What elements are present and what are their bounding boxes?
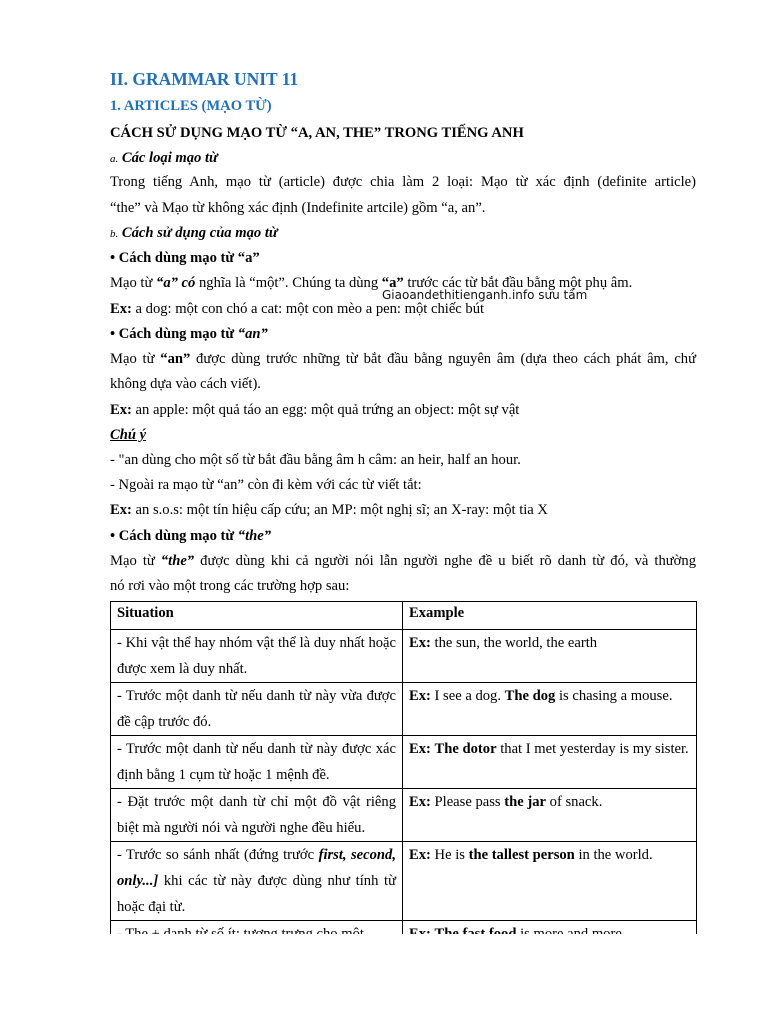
example-label: Ex: — [409, 688, 431, 704]
text-run: trước các từ bắt đầu bằng một phụ âm. — [403, 275, 633, 291]
note-example-line — [110, 500, 696, 520]
table-row — [111, 683, 697, 736]
usage-table — [110, 601, 697, 948]
text-run: Mạo từ — [110, 553, 161, 569]
situation-cell: - Khi vật thể hay nhóm vật thể là duy nhất hoặc được xem là duy nhất. — [111, 630, 403, 683]
text-run: khi các từ này được dùng như tính từ hoặc đại từ. — [117, 873, 396, 915]
example-cell — [403, 736, 697, 789]
table-header-row — [111, 602, 697, 630]
bold-italic-run: first, second, only...] — [117, 847, 396, 889]
section-heading: 1. ARTICLES (MẠO TỪ) — [110, 98, 272, 114]
situation-cell: - Trước một danh từ nếu danh từ này được xác định bằng 1 cụm từ hoặc 1 mệnh đề. — [111, 736, 403, 789]
bold-run: the jar — [504, 794, 547, 810]
example-label: Ex: — [409, 794, 431, 810]
text-run: that I met yesterday is my sister. — [496, 741, 689, 757]
bold-run: “a” có — [156, 275, 196, 291]
table-row — [111, 842, 697, 921]
example-label: Ex: — [110, 402, 132, 418]
table-row — [111, 630, 697, 683]
table-row — [111, 736, 697, 789]
table-row — [111, 789, 697, 842]
example-cell — [403, 842, 697, 921]
example-text: an apple: một quả táo an egg: một quả trứng an object: một sự vật — [131, 402, 520, 418]
note-line-1: - "an dùng cho một số từ bắt đầu bằng âm h câm: an heir, half an hour. — [110, 452, 521, 468]
subheading-a — [110, 148, 696, 169]
text-run: Please pass — [430, 794, 505, 810]
example-cell — [403, 789, 697, 842]
page-heading: II. GRAMMAR UNIT 11 — [110, 69, 299, 89]
note-heading — [110, 425, 696, 445]
a-example-line — [110, 299, 696, 319]
subheading-a-number: a. — [110, 153, 119, 165]
situation-cell: - Đặt trước một danh từ chỉ một đồ vật riêng biệt mà người nói và người nghe đều hiểu. — [111, 789, 403, 842]
the-usage-line-2: nó rơi vào một trong các trường hợp sau: — [110, 578, 350, 594]
text-run: được dùng trước những từ bắt đầu bằng nguyên âm (dựa theo cách phát âm, chứ — [190, 351, 697, 367]
page-bottom-margin — [0, 934, 768, 1024]
an-usage-heading — [110, 324, 696, 344]
note-line-2: - Ngoài ra mạo từ “an” còn đi kèm với các từ viết tắt: — [110, 477, 422, 493]
text-run: the sun, the world, the earth — [430, 635, 598, 651]
bold-run: The dog — [504, 688, 556, 704]
example-label: Ex: — [409, 847, 431, 863]
subheading-b — [110, 223, 696, 244]
situation-cell — [111, 842, 403, 921]
column-header-situation: Situation — [111, 602, 403, 630]
text-run: Mạo từ — [110, 275, 157, 291]
text-run: Mạo từ — [110, 351, 161, 367]
text-run: được dùng khi cả người nói lẫn người nghe đề u biết rõ danh từ đó, và thường — [194, 553, 696, 569]
bold-run: “the” — [160, 553, 195, 569]
intro-line-2: “the” và Mạo từ không xác định (Indefinite artcile) gồm “a, an”. — [110, 200, 486, 216]
subheading-b-number: b. — [110, 228, 119, 240]
note-heading-text: Chú ý — [110, 427, 147, 443]
example-cell — [403, 630, 697, 683]
italic-run: “an” — [237, 326, 268, 342]
text-run: - Trước so sánh nhất (đứng trước — [117, 847, 319, 863]
example-label: Ex: — [110, 301, 132, 317]
column-header-example: Example — [403, 602, 697, 630]
example-text: a dog: một con chó a cat: một con mèo a pen: một chiếc bút — [131, 301, 485, 317]
example-text: an s.o.s: một tín hiệu cấp cứu; an MP: một nghị sĩ; an X-ray: một tia X — [131, 502, 548, 518]
text-run: I see a dog. — [430, 688, 505, 704]
situation-cell: - Trước một danh từ nếu danh từ này vừa được đề cập trước đó. — [111, 683, 403, 736]
italic-run: “the” — [237, 528, 272, 544]
text-run: is chasing a mouse. — [555, 688, 673, 704]
subheading-a-text: Các loại mạo từ — [118, 150, 218, 166]
watermark-text: Giaoandethitienganh.info sưu tầm — [382, 288, 588, 302]
text-run: • Cách dùng mạo từ — [110, 528, 238, 544]
text-run: in the world. — [574, 847, 653, 863]
subheading-b-text: Cách sử dụng của mạo từ — [118, 225, 278, 241]
example-label: Ex: — [110, 502, 132, 518]
text-run: • Cách dùng mạo từ — [110, 326, 238, 342]
text-run: nghĩa là “một”. Chúng ta dùng — [195, 275, 382, 291]
an-example-line — [110, 400, 696, 420]
example-label: Ex: — [409, 741, 431, 757]
the-usage-heading — [110, 526, 696, 546]
document-title: CÁCH SỬ DỤNG MẠO TỪ “A, AN, THE” TRONG TIẾNG ANH — [110, 125, 524, 141]
text-run: of snack. — [546, 794, 603, 810]
a-usage-heading: • Cách dùng mạo từ “a” — [110, 250, 260, 266]
an-usage-line-2: không dựa vào cách viết). — [110, 376, 261, 392]
example-label: Ex: — [409, 635, 431, 651]
bold-run: the tallest person — [468, 847, 575, 863]
bold-run: “an” — [160, 351, 191, 367]
an-usage-line-1 — [110, 349, 696, 369]
bold-run: The dotor — [434, 741, 497, 757]
bold-run: “a” — [381, 275, 404, 291]
intro-line-1: Trong tiếng Anh, mạo từ (article) được chia làm 2 loại: Mạo từ xác định (definite article) — [110, 174, 696, 190]
example-cell — [403, 683, 697, 736]
the-usage-line-1 — [110, 551, 696, 571]
text-run: He is — [430, 847, 469, 863]
